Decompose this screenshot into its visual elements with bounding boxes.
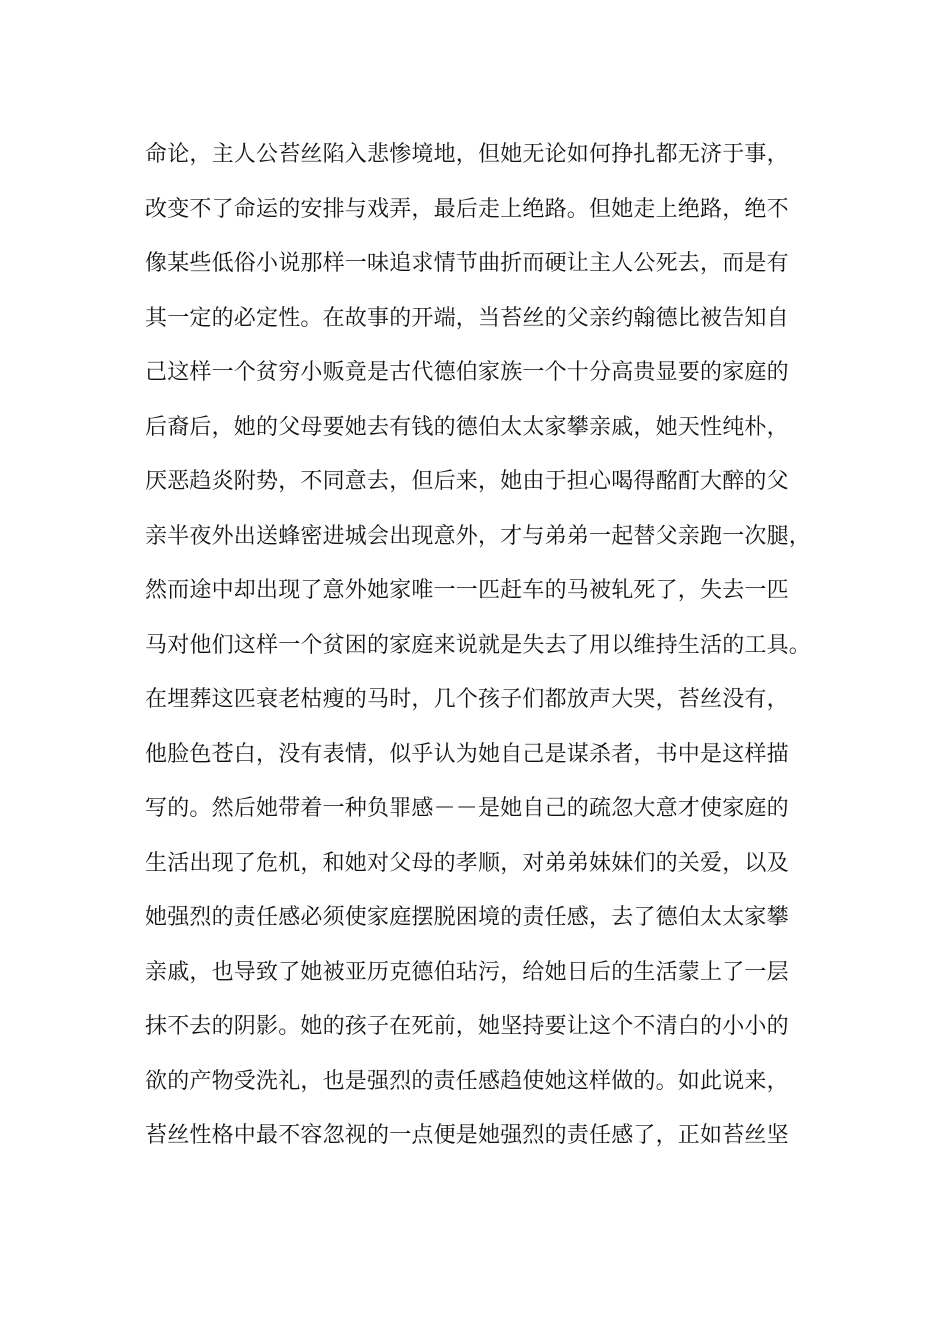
body-text [145, 128, 835, 1164]
text-line: 亲戚，也导致了她被亚历克德伯玷污，给她日后的生活蒙上了一层 [145, 959, 789, 985]
text-line: 然而途中却出现了意外她家唯一一匹赶车的马被轧死了，失去一匹 [145, 578, 789, 603]
text-line: 他脸色苍白，没有表情，似乎认为她自己是谋杀者，书中是这样描 [145, 741, 789, 767]
text-line: 苔丝性格中最不容忽视的一点便是她强烈的责任感了，正如苔丝坚 [145, 1123, 789, 1148]
text-line: 写的。然后她带着一种负罪感－－是她自己的疏忽大意才使家庭的 [145, 796, 789, 821]
text-line: 像某些低俗小说那样一味追求情节曲折而硬让主人公死去，而是有 [145, 251, 789, 276]
text-line: 改变不了命运的安排与戏弄，最后走上绝路。但她走上绝路，绝不 [145, 196, 789, 222]
text-line: 抹不去的阴影。她的孩子在死前，她坚持要让这个不清白的小小的 [145, 1014, 789, 1039]
text-line: 后裔后，她的父母要她去有钱的德伯太太家攀亲戚，她天性纯朴， [145, 414, 789, 440]
text-line: 亲半夜外出送蜂密进城会出现意外，才与弟弟一起替父亲跑一次腿， [145, 523, 812, 549]
text-line: 其一定的必定性。在故事的开端，当苔丝的父亲约翰德比被告知自 [145, 305, 789, 331]
text-line: 命论，主人公苔丝陷入悲惨境地，但她无论如何挣扎都无济于事， [145, 142, 789, 167]
text-line: 欲的产物受洗礼，也是强烈的责任感趋使她这样做的。如此说来， [145, 1068, 789, 1094]
text-line: 马对他们这样一个贫困的家庭来说就是失去了用以维持生活的工具。 [145, 632, 812, 658]
text-line: 她强烈的责任感必须使家庭摆脱困境的责任感，去了德伯太太家攀 [145, 905, 789, 930]
text-line: 生活出现了危机，和她对父母的孝顺，对弟弟妹妹们的关爱，以及 [145, 850, 789, 876]
text-line: 在埋葬这匹衰老枯瘦的马时，几个孩子们都放声大哭，苔丝没有， [145, 687, 789, 712]
text-line: 厌恶趋炎附势，不同意去，但后来，她由于担心喝得酩酊大醉的父 [145, 469, 789, 494]
text-line: 己这样一个贫穷小贩竟是古代德伯家族一个十分高贵显要的家庭的 [145, 360, 789, 385]
